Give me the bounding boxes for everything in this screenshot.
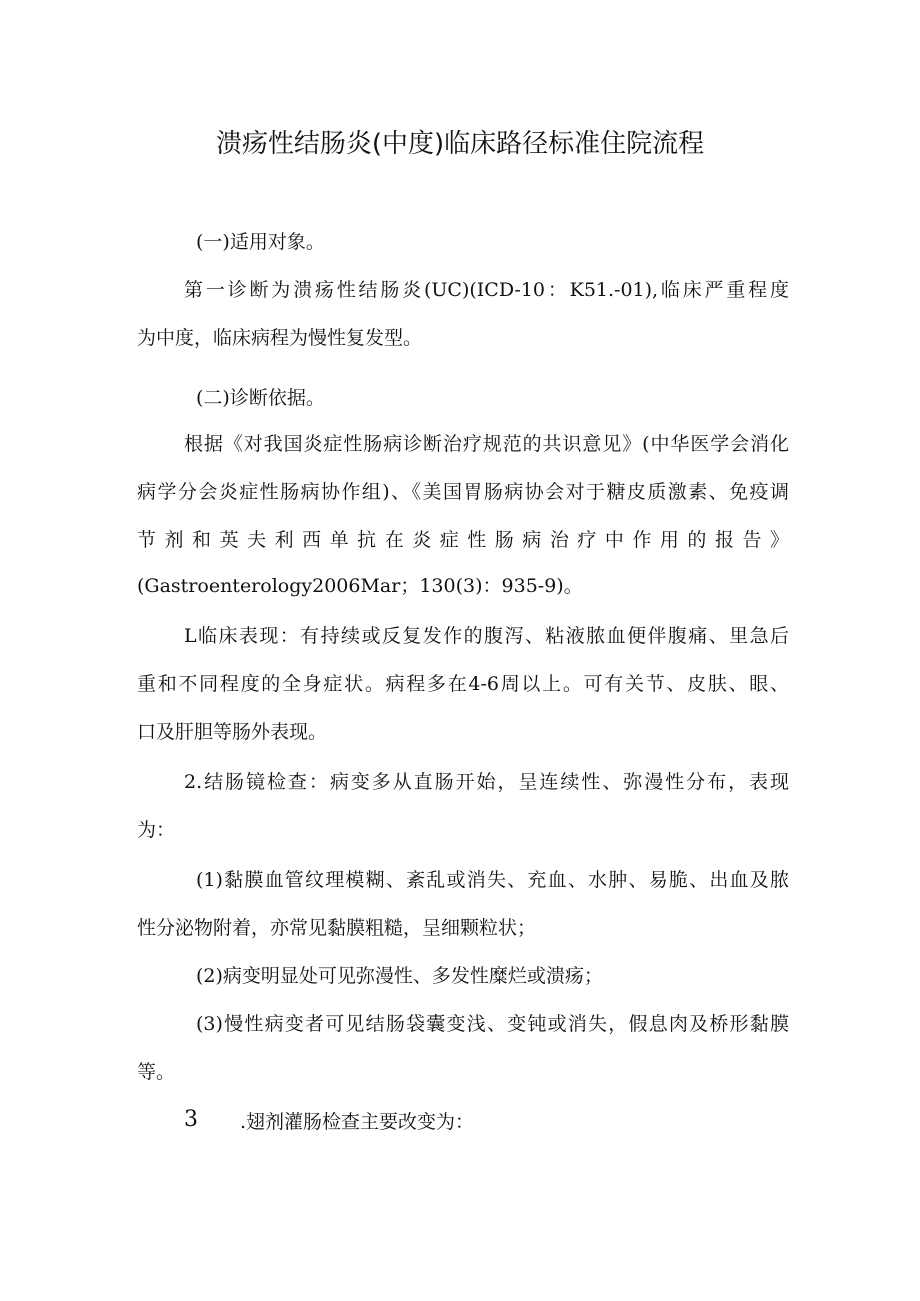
paragraph-line: .翅剂灌肠检查主要改变为：: [240, 1111, 475, 1133]
list-item-line: (2)病变明显处可见弥漫性、多发性糜烂或溃疡；: [196, 965, 603, 987]
section-heading-diagnosis-basis: (二)诊断依据。: [196, 387, 325, 409]
paragraph-line: 节剂和英夫利西单抗在炎症性肠病治疗中作用的报告》: [137, 529, 789, 551]
paragraph-line: L临床表现：有持续或反复发作的腹泻、粘液脓血便伴腹痛、里急后: [184, 625, 789, 647]
section-heading-applicable-objects: (一)适用对象。: [196, 231, 325, 253]
paragraph-line: 口及肝胆等肠外表现。: [137, 721, 328, 743]
item-number: 3: [184, 1107, 198, 1132]
paragraph-line: 为：: [137, 819, 176, 841]
list-item-line: (1)黏膜血管纹理模糊、紊乱或消失、充血、水肿、易脆、出血及脓: [196, 869, 789, 891]
list-item-line: (3)慢性病变者可见结肠袋囊变浅、变钝或消失，假息肉及桥形黏膜: [196, 1013, 789, 1035]
paragraph-line: 根据《对我国炎症性肠病诊断治疗规范的共识意见》(中华医学会消化: [184, 433, 789, 455]
list-item-line: 等。: [137, 1061, 176, 1083]
paragraph-line: 2.结肠镜检查：病变多从直肠开始，呈连续性、弥漫性分布，表现: [184, 771, 789, 793]
paragraph-line: 为中度，临床病程为慢性复发型。: [137, 327, 423, 349]
list-item-line: 性分泌物附着，亦常见黏膜粗糙，呈细颗粒状；: [137, 917, 537, 939]
document-title: 溃疡性结肠炎(中度)临床路径标准住院流程: [215, 129, 705, 159]
paragraph-line: 重和不同程度的全身症状。病程多在4-6周以上。可有关节、皮肤、眼、: [137, 673, 789, 695]
paragraph-line: 病学分会炎症性肠病协作组)、《美国胃肠病协会对于糖皮质激素、免疫调: [137, 481, 789, 503]
paragraph-line: 第一诊断为溃疡性结肠炎(UC)(ICD-10：K51.-01),临床严重程度: [184, 279, 789, 301]
paragraph-line: (Gastroenterology2006Mar；130(3)：935-9)。: [137, 575, 583, 597]
